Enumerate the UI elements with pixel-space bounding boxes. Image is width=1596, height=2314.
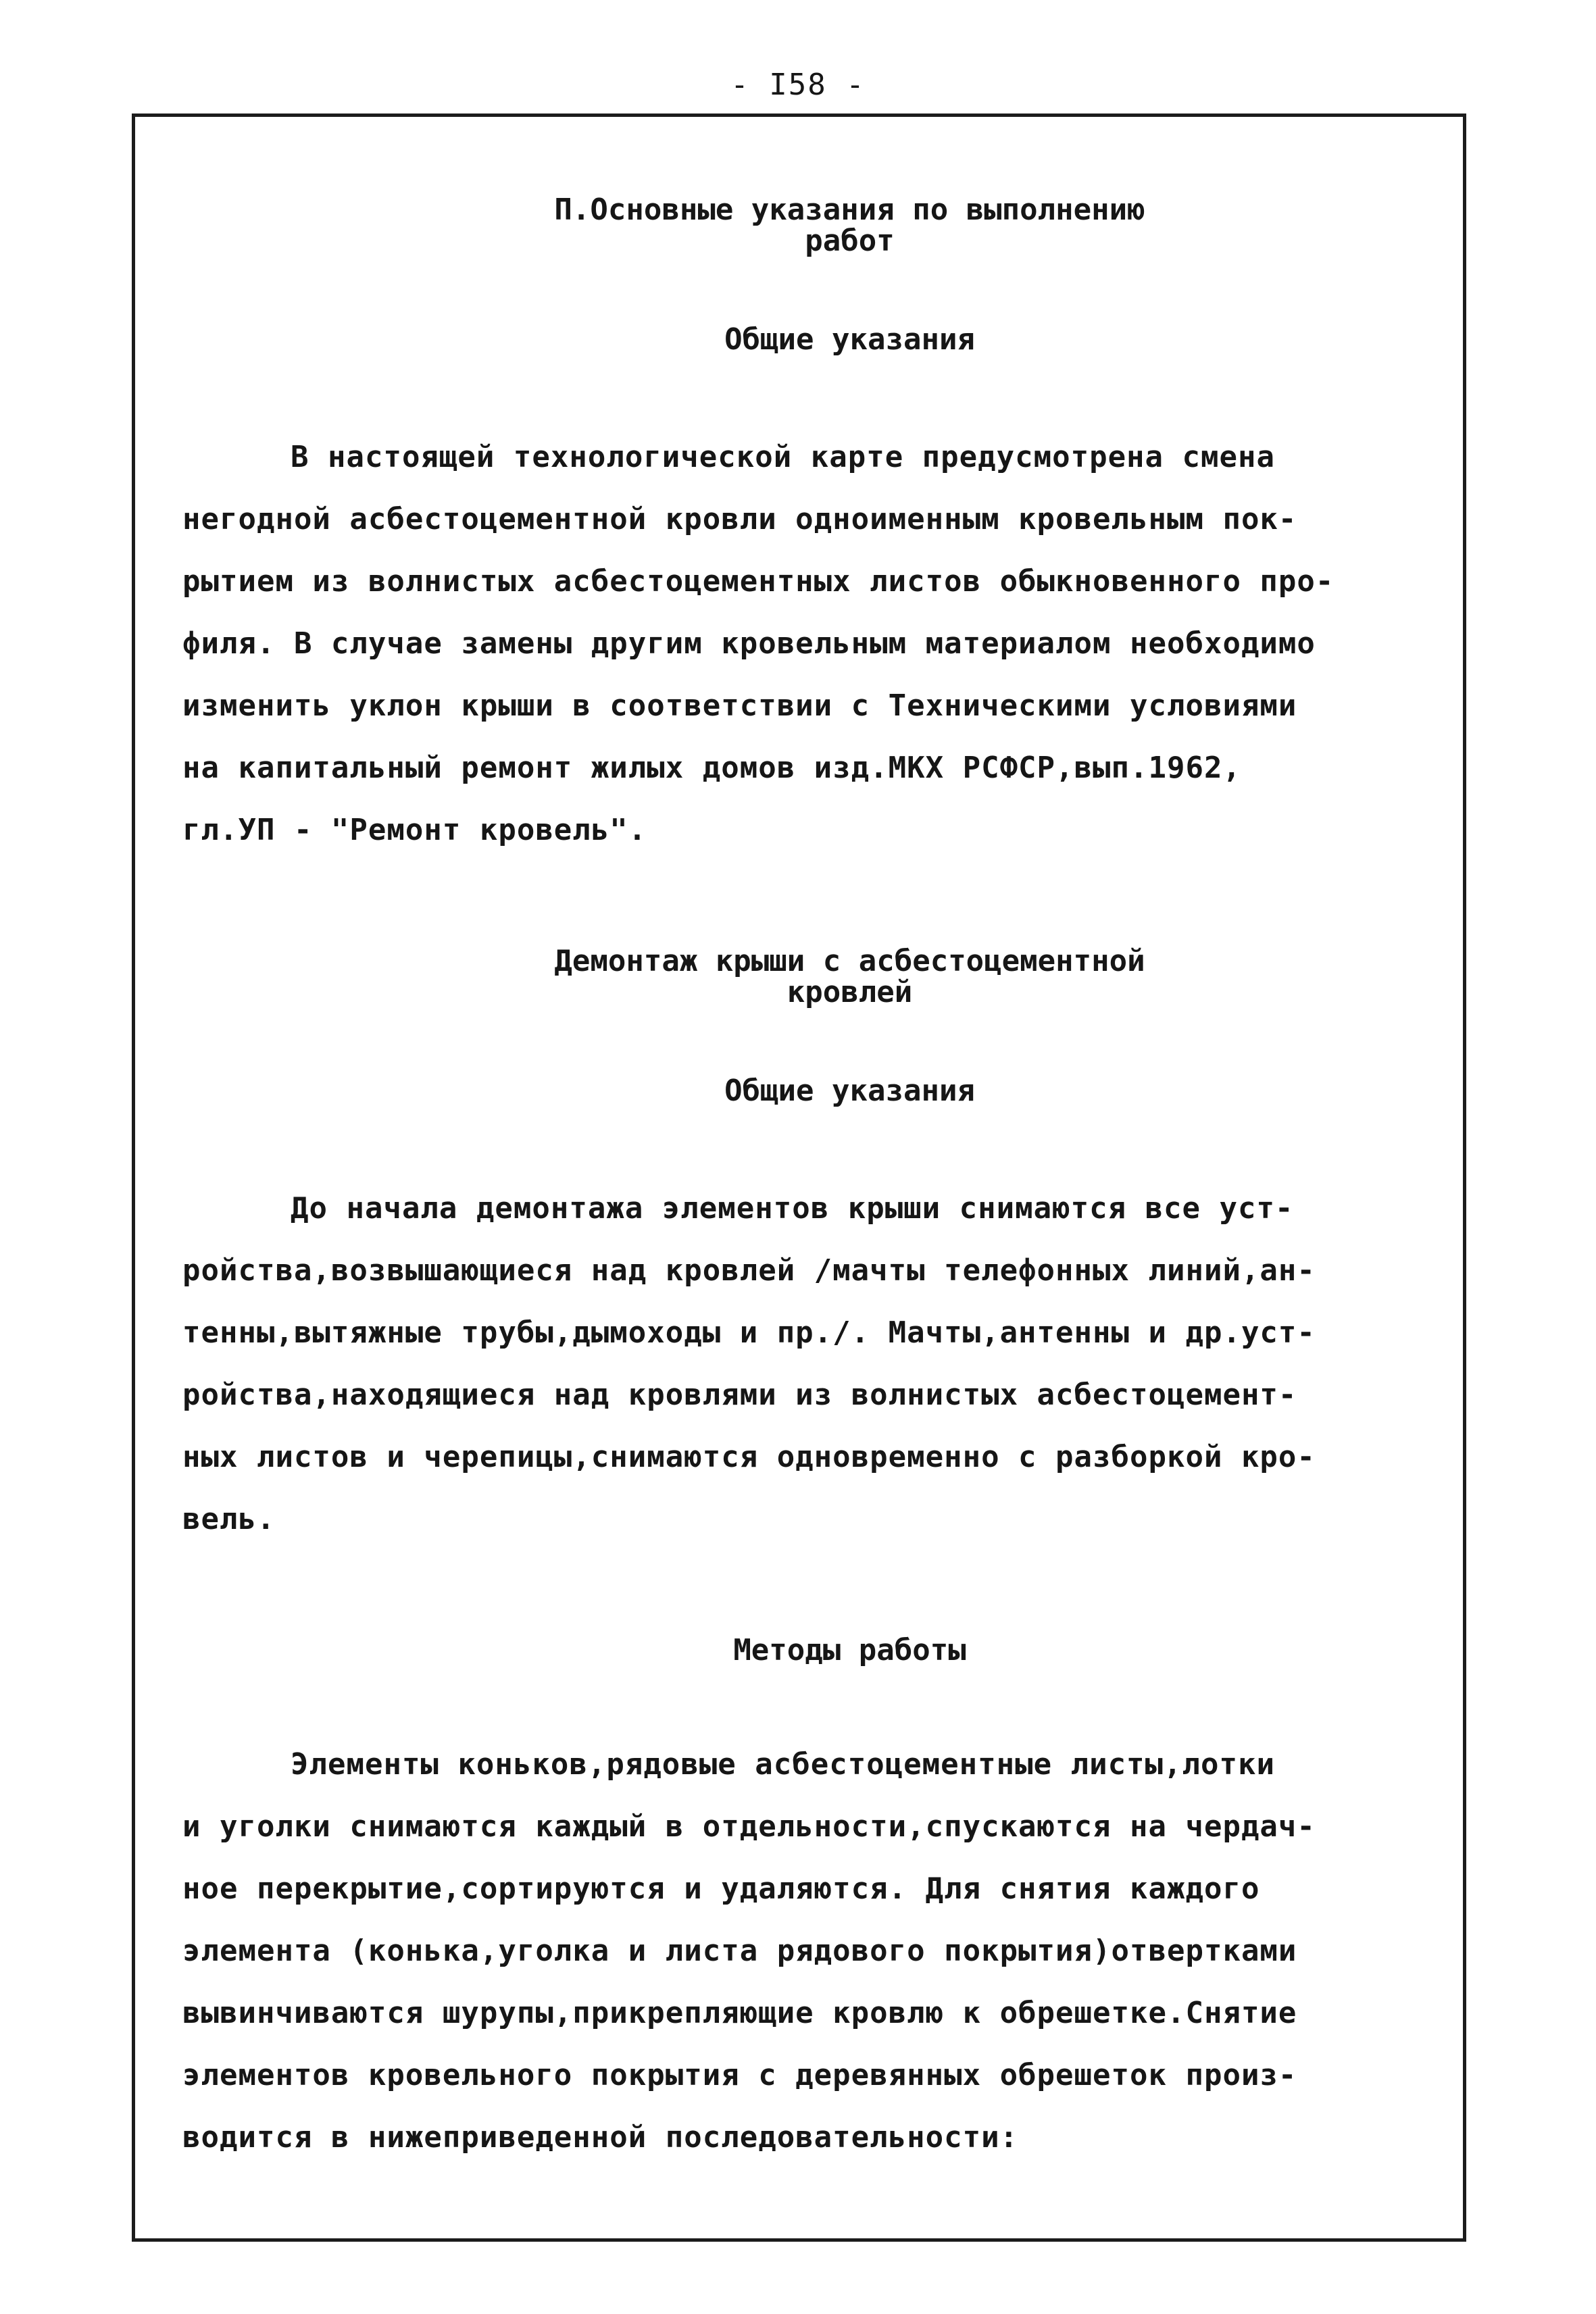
paragraph-methods <box>182 1734 1436 2169</box>
section-title-line-1: П.Основные указания по выполнению <box>554 193 1145 227</box>
paragraph-demolition <box>182 1178 1436 1551</box>
paragraph-line: ройства,возвышающиеся над кровлей /мачты телефонных линий,ан- <box>182 1253 1316 1288</box>
paragraph-line: гл.УП - "Ремонт кровель". <box>182 813 647 847</box>
paragraph-line: ное перекрытие,сортируются и удаляются. Для снятия каждого <box>182 1871 1260 1906</box>
paragraph-line: водится в нижеприведенной последовательности: <box>182 2120 1019 2155</box>
section-title <box>264 195 1436 257</box>
paragraph-line: В настоящей технологической карте предусмотрена смена <box>291 440 1275 474</box>
paragraph-line: тенны,вытяжные трубы,дымоходы и пр./. Мачты,антенны и др.уст- <box>182 1315 1316 1350</box>
paragraph-line: ройства,находящиеся над кровлями из волнистых асбестоцемент- <box>182 1378 1297 1412</box>
paragraph-line: Элементы коньков,рядовые асбестоцементные листы,лотки <box>291 1747 1275 1782</box>
paragraph-replacement <box>182 426 1436 861</box>
paragraph-line: филя. В случае замены другим кровельным материалом необходимо <box>182 626 1316 661</box>
demolition-heading-line-2: кровлей <box>787 975 913 1009</box>
paragraph-line: негодной асбестоцементной кровли одноименным кровельным пок- <box>182 502 1297 536</box>
paragraph-line: на капитальный ремонт жилых домов изд.МКХ РСФСР,вып.1962, <box>182 751 1241 785</box>
general-instructions-heading-2: Общие указания <box>724 1074 975 1108</box>
paragraph-line: и уголки снимаются каждый в отдельности,спускаются на чердач- <box>182 1809 1316 1844</box>
section-title-line-2: работ <box>805 224 895 258</box>
paragraph-line: До начала демонтажа элементов крыши снимаются все уст- <box>291 1191 1294 1226</box>
paragraph-line: элемента (конька,уголка и листа рядового покрытия)отвертками <box>182 1934 1297 1968</box>
paragraph-line: изменить уклон крыши в соответствии с Техническими условиями <box>182 688 1297 723</box>
paragraph-line: элементов кровельного покрытия с деревянных обрешеток произ- <box>182 2058 1297 2092</box>
paragraph-line: рытием из волнистых асбестоцементных листов обыкновенного про- <box>182 564 1335 599</box>
demolition-heading-line-1: Демонтаж крыши с асбестоцементной <box>554 944 1145 978</box>
paragraph-line: вывинчиваются шурупы,прикрепляющие кровлю к обрешетке.Снятие <box>182 1996 1297 2030</box>
demolition-heading <box>264 946 1436 1008</box>
paragraph-line: вель. <box>182 1502 276 1536</box>
page-number: - I58 - <box>730 68 866 102</box>
document-frame <box>132 114 1466 2242</box>
general-instructions-heading: Общие указания <box>724 322 975 357</box>
paragraph-line: ных листов и черепицы,снимаются одновременно с разборкой кро- <box>182 1440 1316 1474</box>
methods-heading: Методы работы <box>733 1633 966 1667</box>
